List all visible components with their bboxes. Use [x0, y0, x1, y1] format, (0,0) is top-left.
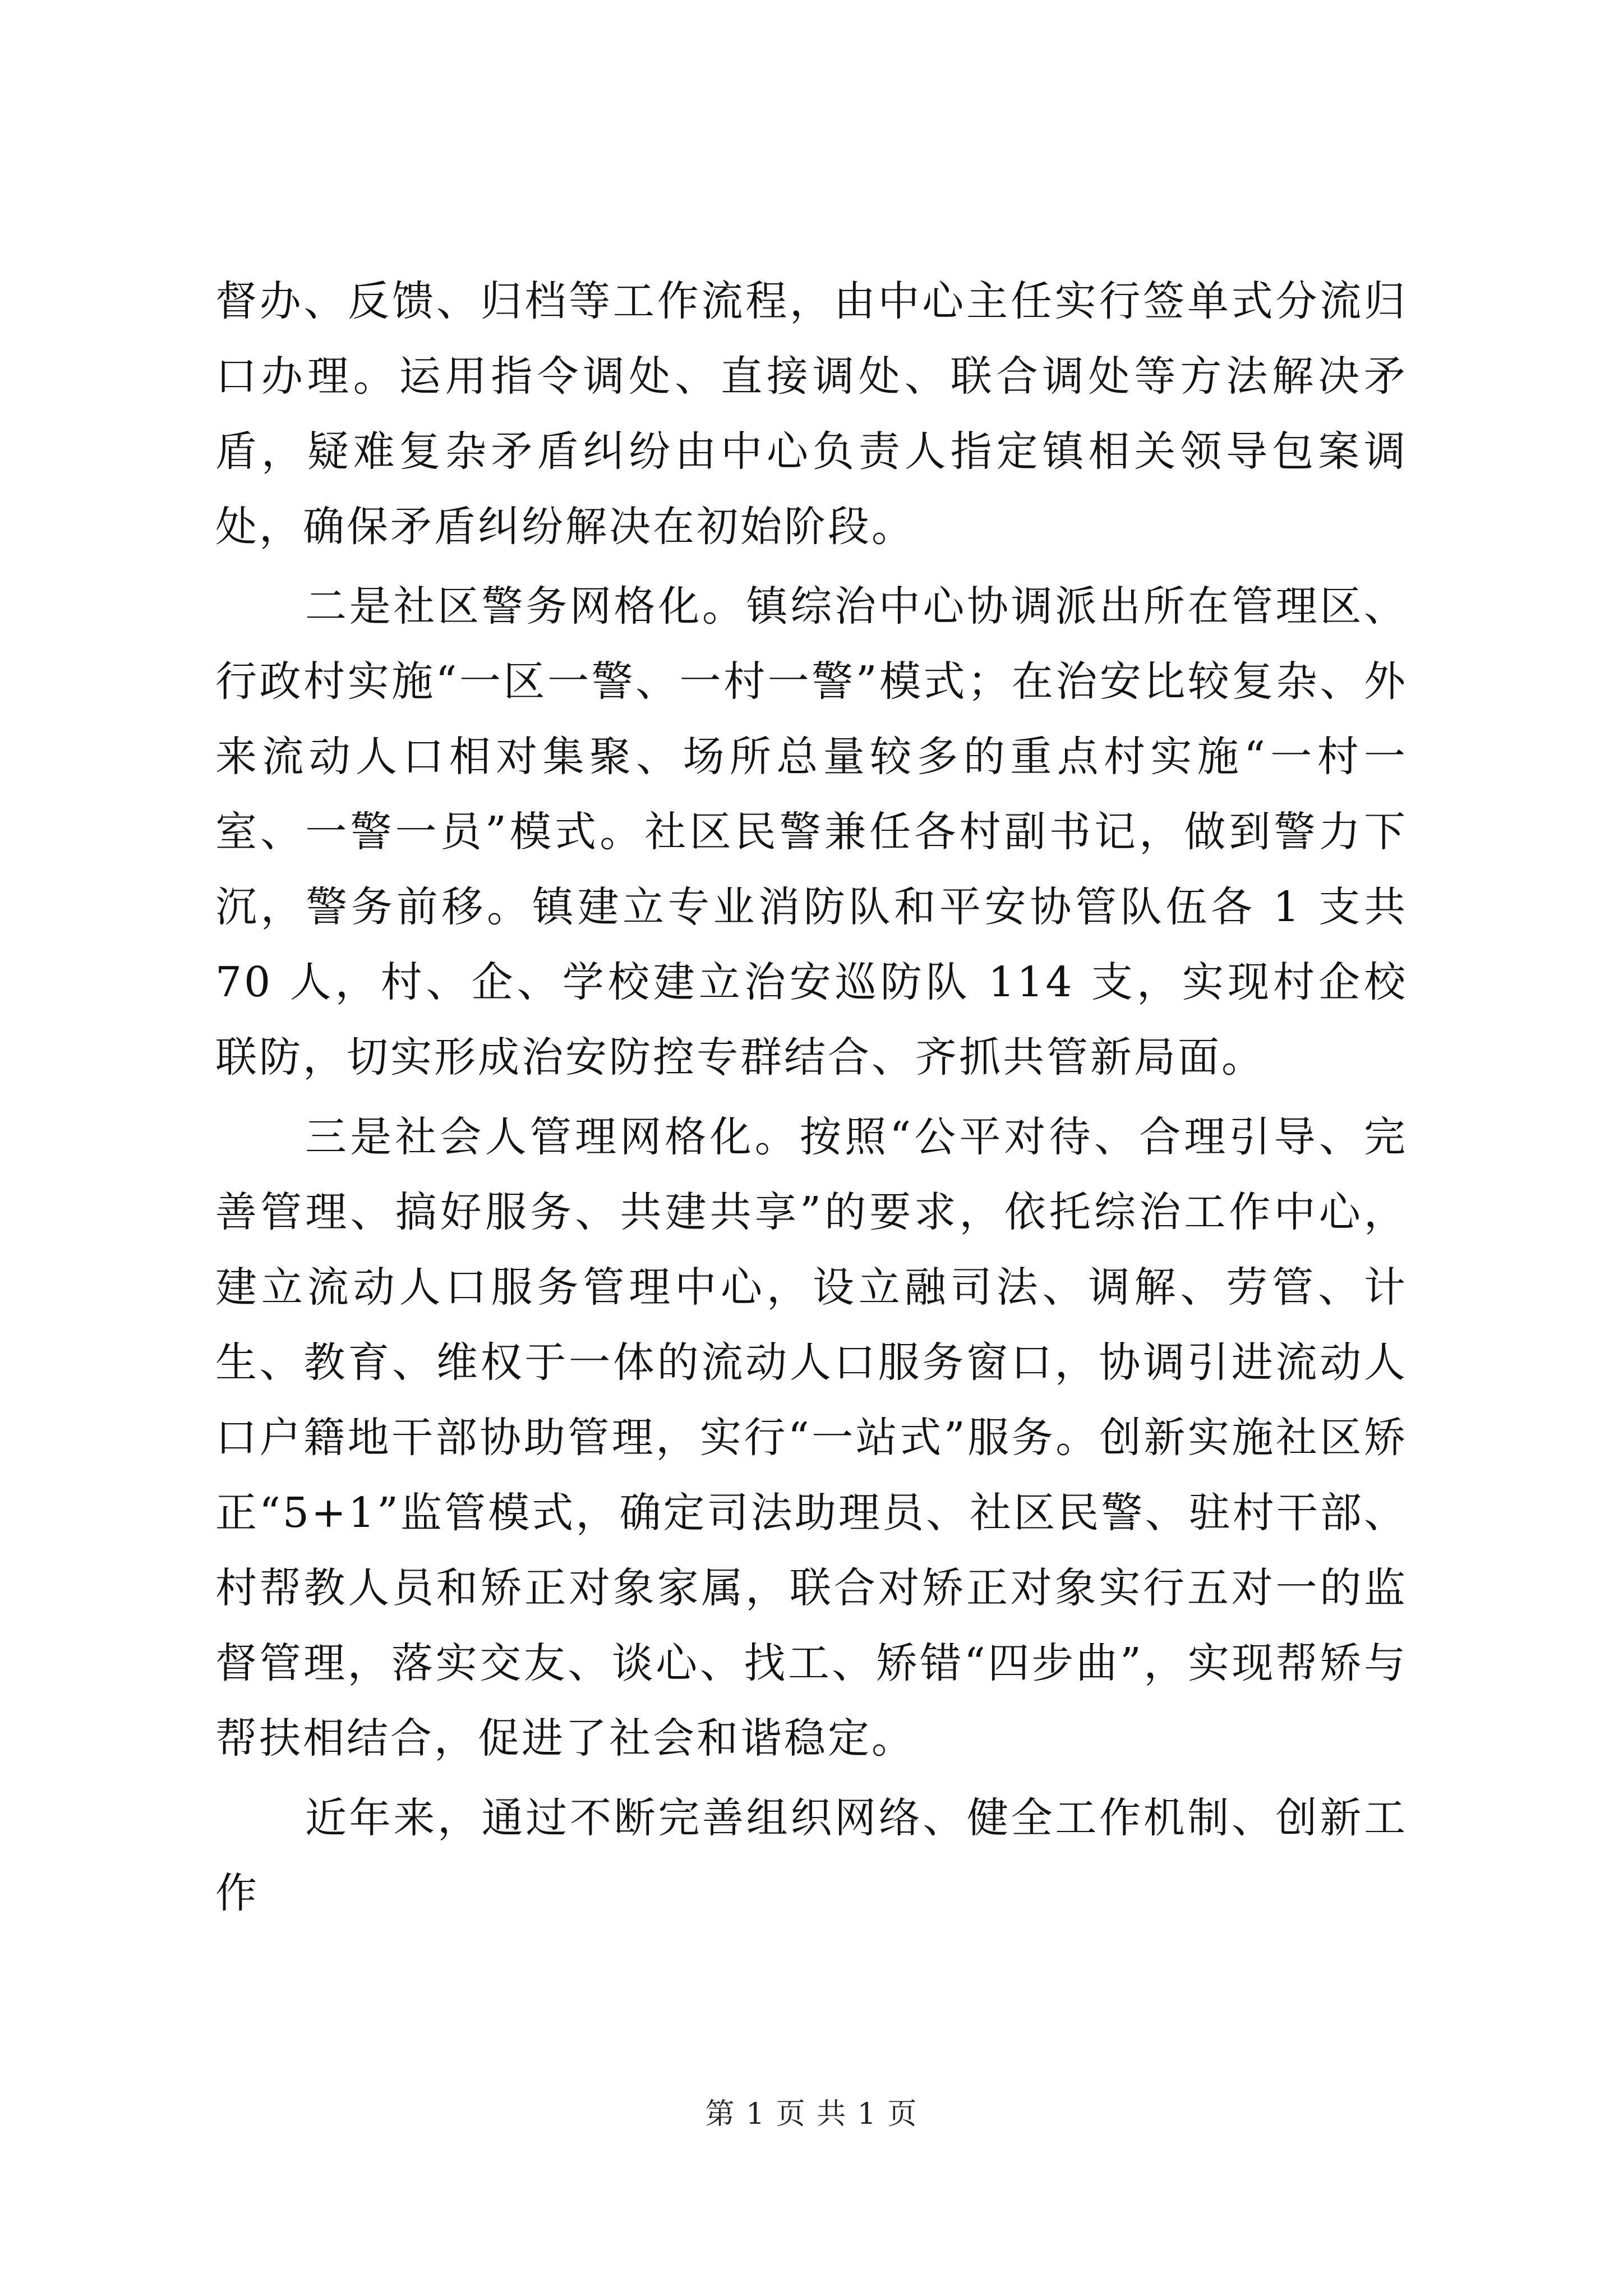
document-body: [215, 264, 1408, 1931]
paragraph-2: 二是社区警务网格化。镇综治中心协调派出所在管理区、行政村实施“一区一警、一村一警”模式；在治安比较复杂、外来流动人口相对集聚、场所总量较多的重点村实施“一村一室、一警一员”模式。社区民警兼任各村副书记，做到警力下沉，警务前移。镇建立专业消防队和平安协管队伍各 1 支共 70 人，村、企、学校建立治安巡防队 114 支，实现村企校联防，切实形成治安防控专群结合、齐抓共管新局面。: [215, 582, 1408, 1082]
page-footer: 第 1 页 共 1 页: [705, 2097, 918, 2131]
paragraph-1: 督办、反馈、归档等工作流程，由中心主任实行签单式分流归口办理。运用指令调处、直接调处、联合调处等方法解决矛盾，疑难复杂矛盾纠纷由中心负责人指定镇相关领导包案调处，确保矛盾纠纷解决在初始阶段。: [215, 277, 1408, 551]
paragraph-4: 近年来，通过不断完善组织网络、健全工作机制、创新工作: [215, 1794, 1408, 1917]
paragraph-3: 三是社会人管理网格化。按照“公平对待、合理引导、完善管理、搞好服务、共建共享”的要求，依托综治工作中心，建立流动人口服务管理中心，设立融司法、调解、劳管、计生、教育、维权于一体的流动人口服务窗口，协调引进流动人口户籍地干部协助管理，实行“一站式”服务。创新实施社区矫正“5+1”监管模式，确定司法助理员、社区民警、驻村干部、村帮教人员和矫正对象家属，联合对矫正对象实行五对一的监督管理，落实交友、谈心、找工、矫错“四步曲”，实现帮矫与帮扶相结合，促进了社会和谐稳定。: [215, 1113, 1408, 1763]
